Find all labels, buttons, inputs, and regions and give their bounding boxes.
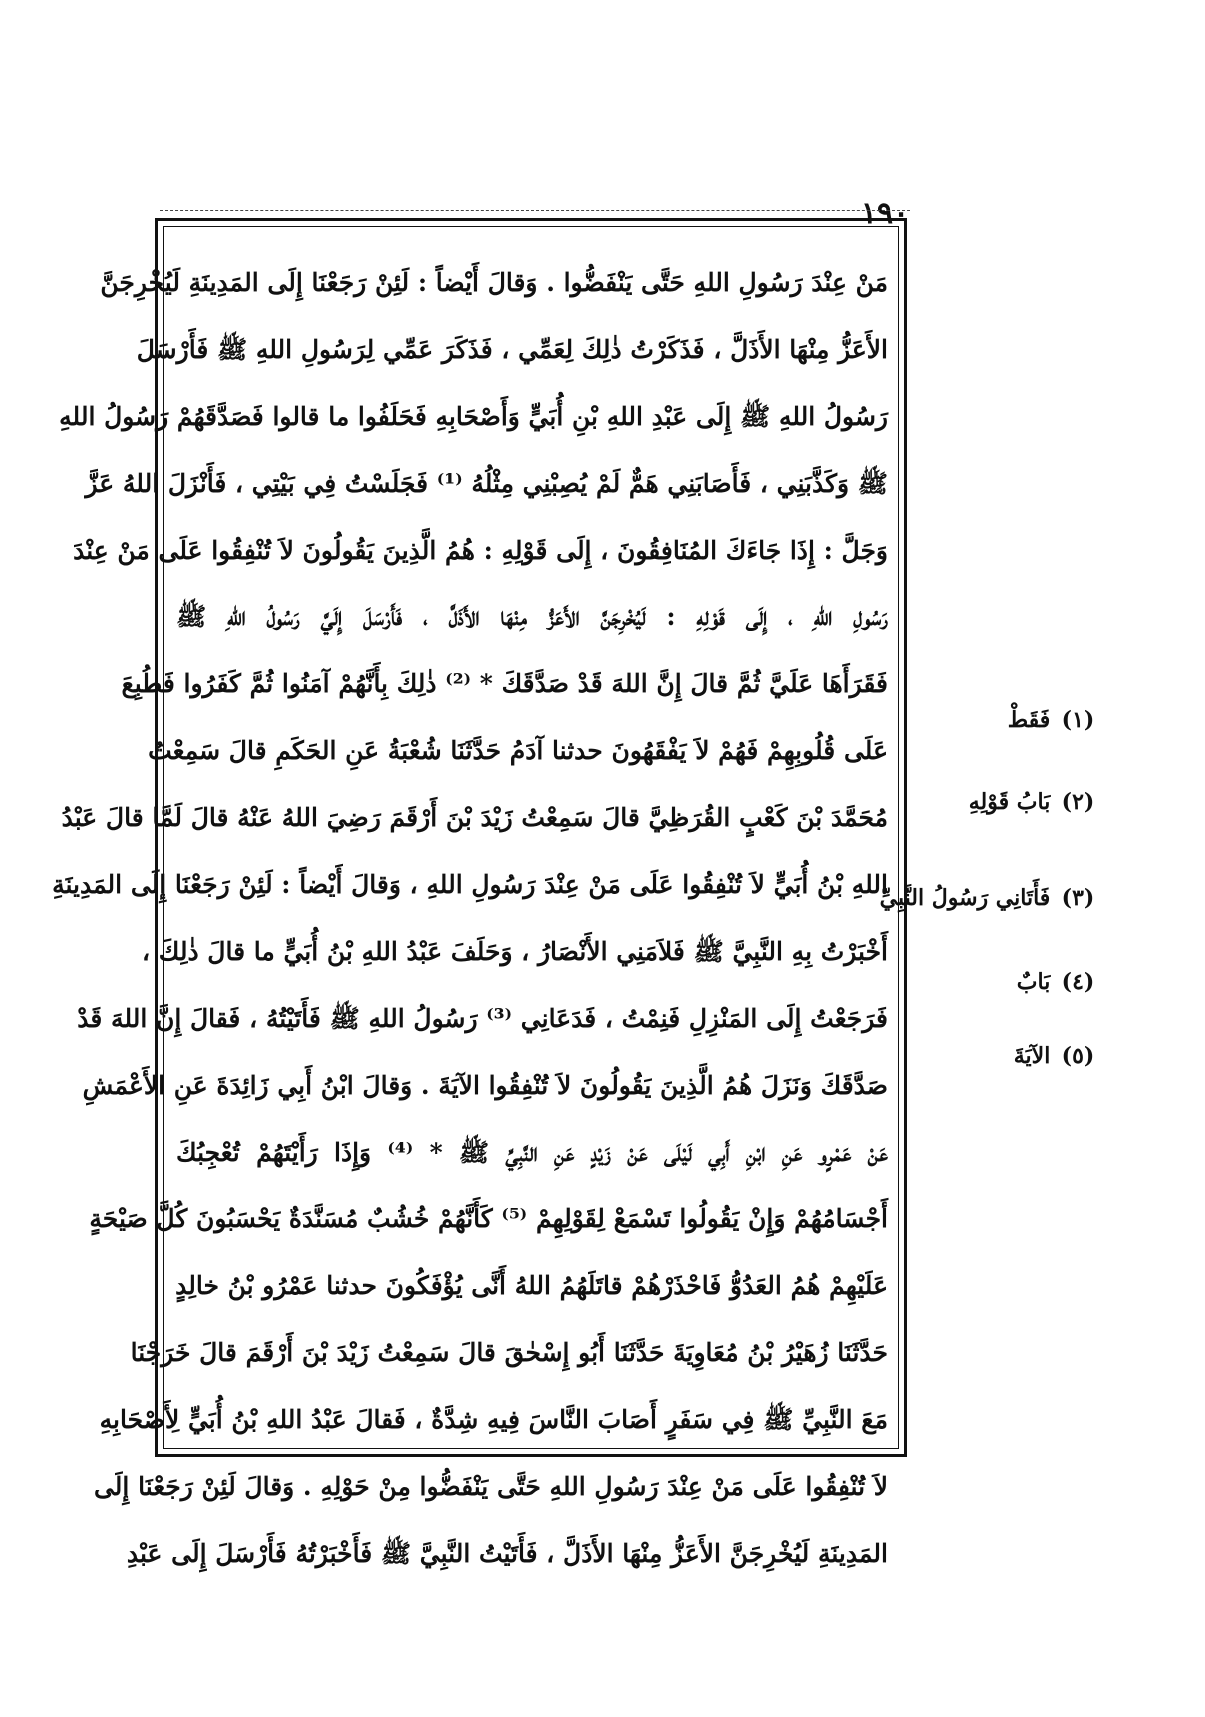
note-text: بَابُ قَوْلِهِ <box>968 789 1051 815</box>
text-line: اللهِ بْنُ أُبَيٍّ لاَ تُنْفِقُوا عَلَى مَنْ عِنْدَ رَسُولِ اللهِ ، وَقالَ أَيْضاً : لَئِنْ رَجَعْنَا إِلَى المَدِينَةِ <box>52 870 888 900</box>
note-number: (٥) <box>1061 1043 1095 1069</box>
text-line: عَنْ عَمْرٍو عَنِ ابْنِ أَبِي لَيْلَى عَنْ زَيْدٍ عَنِ النَّبِيِّ ﷺ * ⁽⁴⁾ وَإِذَا رَأَيْتَهُمْ تُعْجِبُكَ <box>176 1137 888 1167</box>
text-line: مَنْ عِنْدَ رَسُولِ اللهِ حَتَّى يَنْفَضُّوا . وَقالَ أَيْضاً : لَئِنْ رَجَعْنَا إِلَى المَدِينَةِ لَيُخْرِجَنَّ <box>100 268 888 297</box>
marginal-note <box>918 782 1098 822</box>
text-line: رَسُولِ اللهِ ، إِلَى قَوْلِهِ : لَيُخْرِجَنَّ الأَعَزُّ مِنْهَا الأَذَلَّ ، فَأَرْسَلَ إِلَيَّ رَسُولُ اللهِ ﷺ <box>176 602 888 632</box>
text-line: حَدَّثَنَا زُهَيْرُ بْنُ مُعَاوِيَةَ حَدَّثَنَا أَبُو إِسْحٰقَ قالَ سَمِعْتُ زَيْدَ بْنَ أَرْقَمَ قالَ خَرَجْنَا <box>130 1338 888 1368</box>
main-text-block <box>52 250 888 1568</box>
note-text: فَأَتَانِي رَسُولُ النَّبِيِّ <box>879 885 1051 911</box>
text-line: وَجَلَّ : إِذَا جَاءَكَ المُنَافِقُونَ ، إِلَى قَوْلِهِ : هُمُ الَّذِينَ يَقُولُونَ لاَ تُنْفِقُوا عَلَى مَنْ عِنْدَ <box>73 535 888 565</box>
note-text: فَقَطْ <box>1007 707 1051 733</box>
note-number: (٢) <box>1061 789 1095 815</box>
text-line: مُحَمَّدَ بْنَ كَعْبٍ القُرَظِيَّ قالَ سَمِعْتُ زَيْدَ بْنَ أَرْقَمَ رَضِيَ اللهُ عَنْهُ قالَ لَمَّا قالَ عَبْدُ <box>61 803 888 833</box>
text-line: فَقَرَأَهَا عَلَيَّ ثُمَّ قالَ إِنَّ اللهَ قَدْ صَدَّقَكَ * ⁽²⁾ ذٰلِكَ بِأَنَّهُمْ آمَنُوا ثُمَّ كَفَرُوا فَطُبِعَ <box>121 669 888 699</box>
text-line: ﷺ وَكَذَّبَنِي ، فَأَصَابَنِي هَمٌّ لَمْ يُصِبْنِي مِثْلُهُ ⁽¹⁾ فَجَلَسْتُ فِي بَيْتِي ، فَأَنْزَلَ اللهُ عَزَّ <box>85 468 888 498</box>
note-text: الآيَةَ <box>1013 1043 1051 1069</box>
note-number: (١) <box>1061 707 1095 733</box>
text-line: عَلَى قُلُوبِهِمْ فَهُمْ لاَ يَفْقَهُونَ حدثنا آدَمُ حَدَّثَنَا شُعْبَةُ عَنِ الحَكَمِ قالَ سَمِعْتُ <box>148 736 888 766</box>
text-line: صَدَّقَكَ وَنَزَلَ هُمُ الَّذِينَ يَقُولُونَ لاَ تُنْفِقُوا الآيَةَ . وَقالَ ابْنُ أَبِي زَائِدَةَ عَنِ الأَعْمَشِ <box>82 1070 888 1100</box>
marginal-note <box>879 878 1098 918</box>
text-line: رَسُولُ اللهِ ﷺ إِلَى عَبْدِ اللهِ بْنِ أُبَيٍّ وَأَصْحَابِهِ فَحَلَفُوا ما قالوا فَصَدَّقَهُمْ رَسُولُ اللهِ <box>59 401 888 431</box>
note-text: بَابٌ <box>1016 969 1051 995</box>
text-line: أَجْسَامُهُمْ وَإِنْ يَقُولُوا تَسْمَعْ لِقَوْلِهِمْ ⁽⁵⁾ كَأَنَّهُمْ خُشُبٌ مُسَنَّدَةٌ يَحْسَبُونَ كُلَّ صَيْحَةٍ <box>89 1204 888 1234</box>
note-number: (٤) <box>1061 969 1095 995</box>
note-number: (٣) <box>1061 885 1095 911</box>
marginal-note <box>918 962 1098 1002</box>
text-line: فَرَجَعْتُ إِلَى المَنْزِلِ فَنِمْتُ ، فَدَعَانِي ⁽³⁾ رَسُولُ اللهِ ﷺ فَأَتَيْتُهُ ، فَقالَ إِنَّ اللهَ قَدْ <box>77 1003 888 1033</box>
marginal-note <box>918 1036 1098 1076</box>
text-line: عَلَيْهِمْ هُمُ العَدُوُّ فَاحْذَرْهُمْ قاتَلَهُمُ اللهُ أَنَّى يُؤْفَكُونَ حدثنا عَمْرُو بْنُ خالِدٍ <box>175 1271 888 1301</box>
page-number: ١٩٠ <box>860 196 910 231</box>
text-line: مَعَ النَّبِيِّ ﷺ فِي سَفَرٍ أَصَابَ النَّاسَ فِيهِ شِدَّةٌ ، فَقالَ عَبْدُ اللهِ بْنُ أُبَيٍّ لِأَصْحَابِهِ <box>99 1405 888 1435</box>
text-line: الأَعَزُّ مِنْهَا الأَذَلَّ ، فَذَكَرْتُ ذٰلِكَ لِعَمِّي ، فَذَكَرَ عَمِّي لِرَسُولِ اللهِ ﷺ فَأَرْسَلَ <box>136 334 888 364</box>
marginal-note <box>918 700 1098 740</box>
text-line: لاَ تُنْفِقُوا عَلَى مَنْ عِنْدَ رَسُولِ اللهِ حَتَّى يَنْفَضُّوا مِنْ حَوْلِهِ . وَقالَ لَئِنْ رَجَعْنَا إِلَى <box>93 1472 888 1502</box>
text-line: المَدِينَةِ لَيُخْرِجَنَّ الأَعَزُّ مِنْهَا الأَذَلَّ ، فَأَتَيْتُ النَّبِيَّ ﷺ فَأَخْبَرْتُهُ فَأَرْسَلَ إِلَى عَبْدِ <box>126 1538 888 1568</box>
top-rule <box>160 210 910 211</box>
text-line: أَخْبَرْتُ بِهِ النَّبِيَّ ﷺ فَلاَمَنِي الأَنْصَارُ ، وَحَلَفَ عَبْدُ اللهِ بْنُ أُبَيٍّ ما قالَ ذٰلِكَ ، <box>142 936 888 966</box>
